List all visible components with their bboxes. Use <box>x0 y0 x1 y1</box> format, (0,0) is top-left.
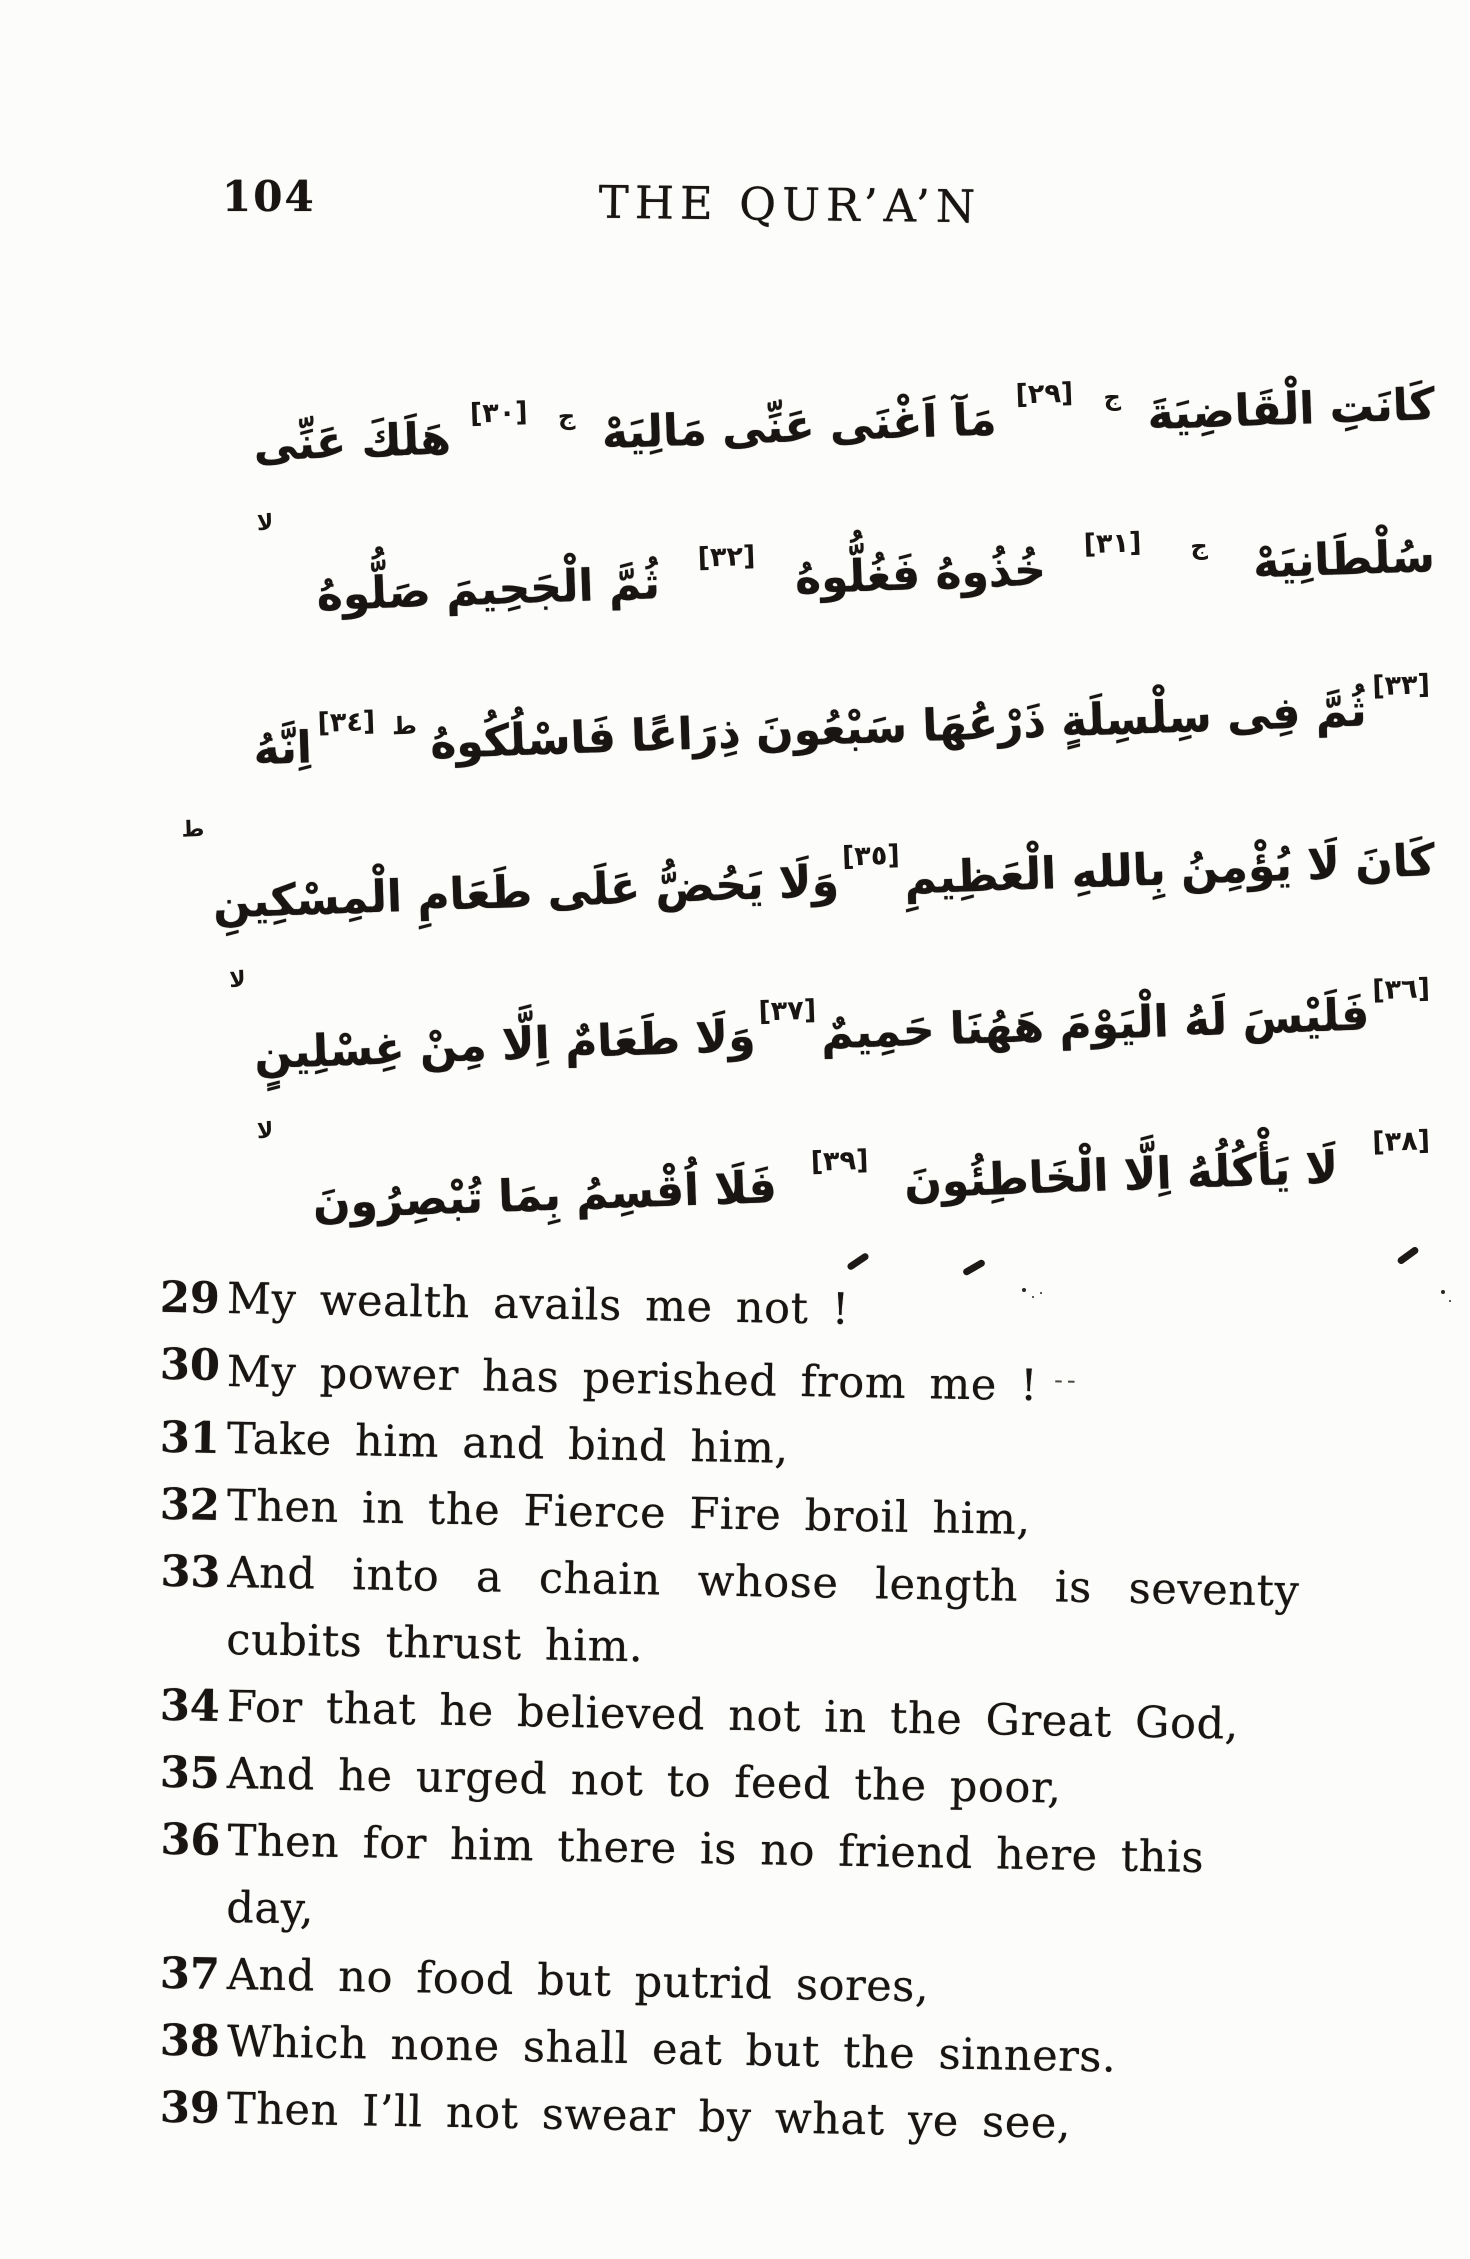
verse-line: Then in the Fierce Fire broil him, <box>226 1480 1032 1545</box>
waqf-sign: لا <box>228 967 247 994</box>
waqf-sign: ج <box>1189 531 1209 561</box>
arabic-text: ثُمَّ فِى سِلْسِلَةٍ ذَرْعُهَا سَبْعُونَ ذِرَاعًا فَاسْلُكُوهُ <box>429 685 1368 770</box>
page-number: 104 <box>222 172 316 221</box>
verse-number-marker: [٣٥] <box>841 839 901 873</box>
waqf-sign: لا <box>256 1118 274 1145</box>
arabic-text: فَلَيْسَ لَهُ الْيَوْمَ هَهُنَا حَمِيمٌ <box>820 989 1371 1060</box>
translation-block <box>0 1262 1470 2149</box>
arabic-text: كَانَ لَا يُؤْمِنُ بِاللهِ الْعَظِيمِ <box>903 835 1436 905</box>
verse-number-marker: [٣١] <box>1083 527 1142 561</box>
verse-number-marker: [٣٤] <box>317 705 376 739</box>
verse-number: 30 <box>159 1339 221 1391</box>
arabic-text: ثُمَّ الْجَحِيمَ صَلُّوهُ <box>315 558 661 622</box>
arabic-text: فَلَا اُقْسِمُ بِمَا تُبْصِرُونَ <box>312 1161 778 1230</box>
verse-line: And into a chain whose length is seventy <box>227 1547 1300 1617</box>
verse-text <box>226 1808 1300 1961</box>
verse-line: For that he believed not in the Great God, <box>226 1681 1240 1750</box>
running-title: THE QUR’A’N <box>598 175 982 234</box>
verse-number-marker: [٣٧] <box>757 994 817 1028</box>
verse-number-marker: [٣٣] <box>1371 669 1431 703</box>
waqf-sign: ج <box>1102 382 1122 412</box>
verse-line: Which none shall eat but the sinners. <box>226 2016 1117 2083</box>
verse-number: 33 <box>160 1546 221 1598</box>
verse-line: And no food but putrid sores, <box>226 1949 930 2013</box>
verse-line: cubits thrust him. <box>225 1614 644 1673</box>
verse-row <box>0 1536 1470 1696</box>
verse-number-marker: [٣٦] <box>1371 973 1431 1007</box>
waqf-sign: لا <box>256 510 274 537</box>
verse-text <box>226 1540 1300 1693</box>
verse-number: 37 <box>159 1948 221 2000</box>
verse-number: 34 <box>159 1680 221 1732</box>
verse-number: 31 <box>159 1412 221 1464</box>
verse-number: 39 <box>159 2082 221 2134</box>
verse-number-marker: [٣٢] <box>697 540 756 574</box>
arabic-text: سُلْطَانِيَهْ <box>1252 531 1436 589</box>
verse-number-marker: [٣٨] <box>1371 1125 1431 1159</box>
verse-number-marker: [٣٠] <box>469 396 529 430</box>
verse-line: Take him and bind him, <box>226 1413 790 1474</box>
verse-row <box>0 1804 1470 1964</box>
arabic-text: اِنَّهُ <box>252 722 313 776</box>
arabic-text: وَلَا يَحُضُّ عَلَى طَعَامِ الْمِسْكِينِ <box>212 855 840 929</box>
waqf-sign: ج <box>557 402 576 431</box>
verse-number: 32 <box>159 1479 221 1531</box>
arabic-text-block <box>181 288 1436 1230</box>
waqf-sign: ط <box>391 711 418 741</box>
waqf-sign: ط <box>181 816 205 843</box>
arabic-text: مَآ اَغْنَى عَنِّى مَالِيَهْ <box>600 394 998 460</box>
verse-number: 29 <box>159 1272 221 1324</box>
arabic-text: كَانَتِ الْقَاضِيَةَ <box>1146 379 1436 441</box>
verse-line: My power has perished from me ! -- <box>226 1346 1080 1412</box>
verse-line: Then I’ll not swear by what ye see, <box>226 2083 1072 2149</box>
verse-number-marker: [٣٩] <box>810 1144 869 1178</box>
verse-line: Then for him there is no friend here this day, <box>225 1815 1205 1935</box>
verse-number: 35 <box>159 1747 221 1799</box>
verse-number: 38 <box>159 2015 221 2067</box>
verse-number: 36 <box>160 1814 221 1866</box>
arabic-text: خُذُوهُ فَغُلُّوهُ <box>794 544 1047 605</box>
verse-line: My wealth avails me not ! <box>226 1273 851 1335</box>
verse-number-marker: [٢٩] <box>1015 377 1074 411</box>
arabic-text: لَا يَأْكُلُهُ اِلَّا الْخَاطِئُونَ <box>903 1142 1340 1209</box>
arabic-text: هَلَكَ عَنِّى <box>252 413 452 472</box>
verse-line: And he urged not to feed the poor, <box>226 1748 1063 1814</box>
printers-dash-artifact: -- <box>1053 1365 1080 1396</box>
arabic-text: وَلَا طَعَامٌ اِلَّا مِنْ غِسْلِينٍ <box>253 1010 757 1080</box>
